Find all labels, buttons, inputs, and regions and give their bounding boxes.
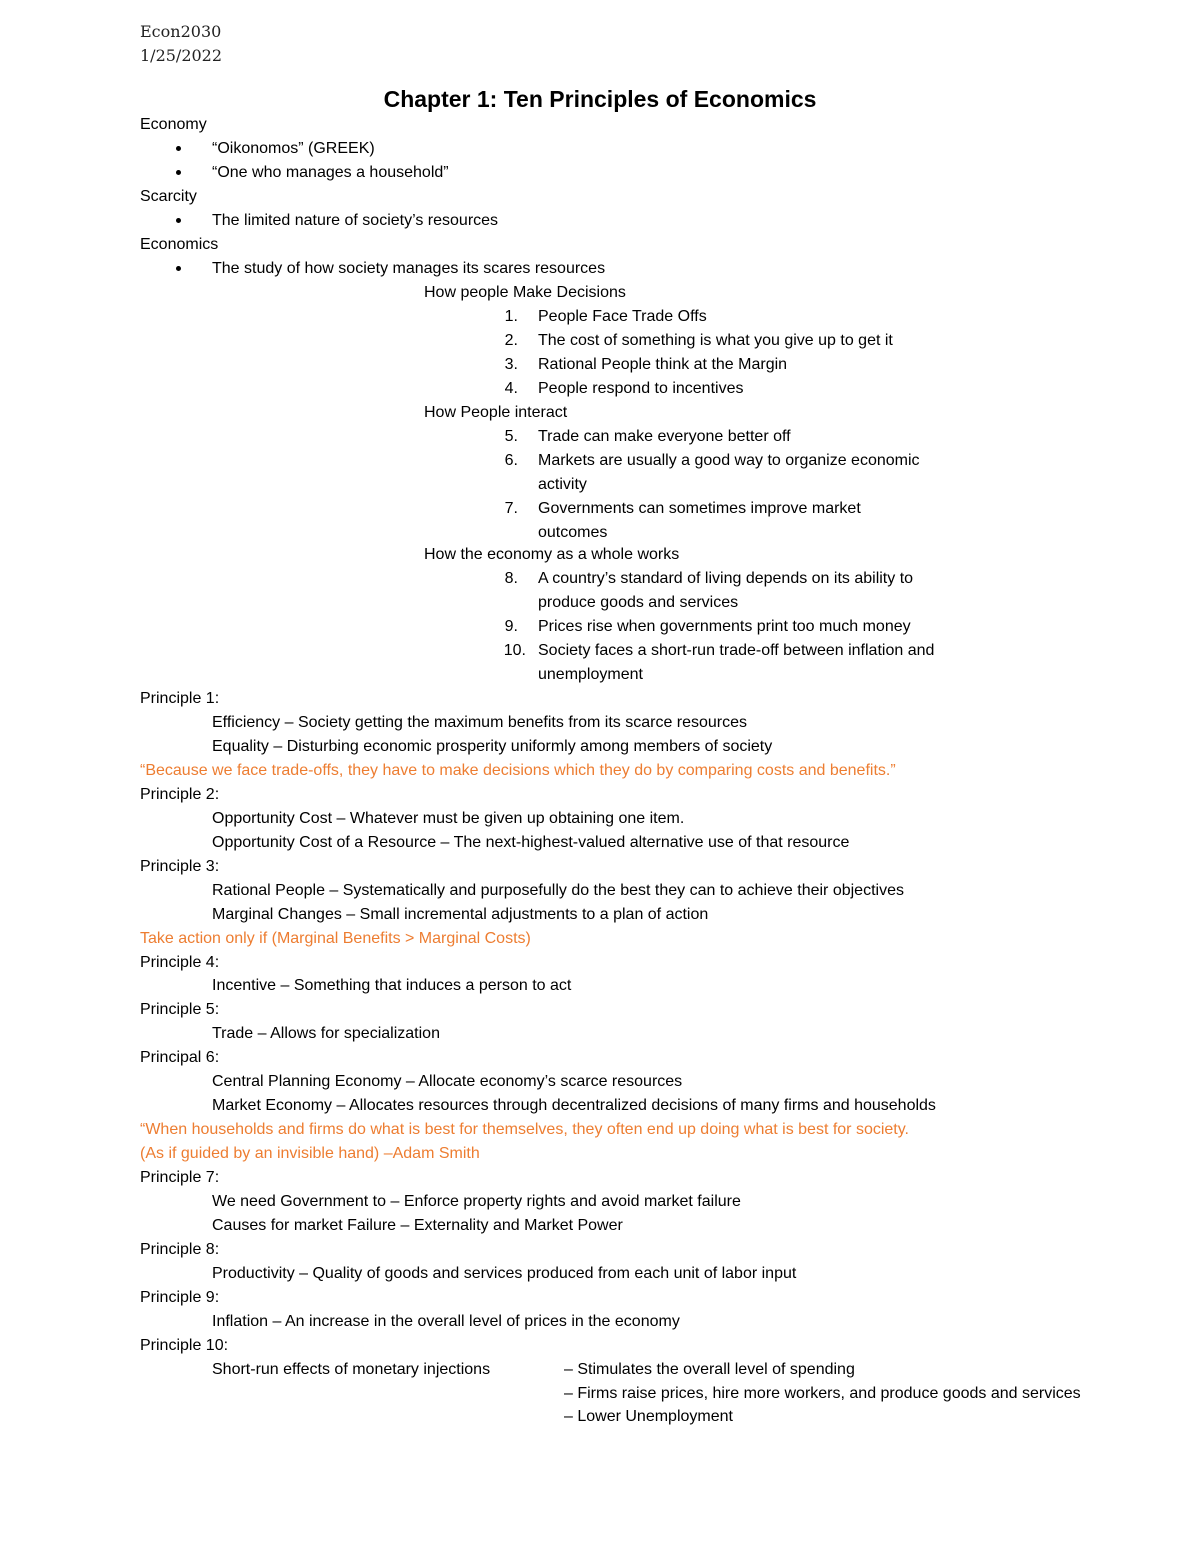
effect-item: – Firms raise prices, hire more workers, and produce goods and services bbox=[564, 1385, 1081, 1402]
highlight-quote: “Because we face trade-offs, they have to make decisions which they do by comparing costs and benefits.” bbox=[140, 762, 896, 779]
list-number: 9. bbox=[504, 618, 518, 635]
principle-note: Marginal Changes – Small incremental adjustments to a plan of action bbox=[212, 906, 709, 923]
principle-heading: Principle 10: bbox=[140, 1337, 229, 1354]
bullet-icon bbox=[176, 170, 181, 175]
principle-note: Opportunity Cost – Whatever must be given up obtaining one item. bbox=[212, 810, 685, 827]
principle-note: Incentive – Something that induces a person to act bbox=[212, 977, 572, 994]
highlight-quote: “When households and firms do what is best for themselves, they often end up doing what is best for society. bbox=[140, 1121, 909, 1138]
list-item: The cost of something is what you give up to get it bbox=[538, 332, 893, 349]
principle-heading: Principle 9: bbox=[140, 1289, 220, 1306]
principle-note: Market Economy – Allocates resources through decentralized decisions of many firms and households bbox=[212, 1097, 936, 1114]
list-number: 5. bbox=[504, 428, 518, 445]
term-economics: Economics bbox=[140, 236, 219, 253]
bullet-icon bbox=[176, 218, 181, 223]
list-item-continued: activity bbox=[538, 476, 587, 493]
principle-heading: Principle 5: bbox=[140, 1001, 220, 1018]
principle-note: Trade – Allows for specialization bbox=[212, 1025, 440, 1042]
term-economy: Economy bbox=[140, 116, 207, 133]
document-date: 1/25/2022 bbox=[140, 46, 223, 65]
principle-note: Short-run effects of monetary injections bbox=[212, 1361, 491, 1378]
list-item: Governments can sometimes improve market bbox=[538, 500, 861, 517]
list-item-continued: produce goods and services bbox=[538, 594, 739, 611]
definition-bullet: “Oikonomos” (GREEK) bbox=[212, 140, 375, 157]
list-number: 3. bbox=[504, 356, 518, 373]
bullet-icon bbox=[176, 146, 181, 151]
principle-note: Productivity – Quality of goods and services produced from each unit of labor input bbox=[212, 1265, 797, 1282]
principle-note: Rational People – Systematically and purposefully do the best they can to achieve their objectives bbox=[212, 882, 904, 899]
definition-bullet: The study of how society manages its scares resources bbox=[212, 260, 606, 277]
page-title: Chapter 1: Ten Principles of Economics bbox=[383, 86, 817, 112]
group-heading: How people Make Decisions bbox=[424, 284, 626, 301]
principle-heading: Principle 8: bbox=[140, 1241, 220, 1258]
list-number: 6. bbox=[504, 452, 518, 469]
principle-heading: Principle 2: bbox=[140, 786, 220, 803]
effect-item: – Stimulates the overall level of spending bbox=[564, 1361, 855, 1378]
principle-note: Opportunity Cost of a Resource – The next-highest-valued alternative use of that resource bbox=[212, 834, 850, 851]
term-scarcity: Scarcity bbox=[140, 188, 197, 205]
principle-note: Causes for market Failure – Externality and Market Power bbox=[212, 1217, 623, 1234]
group-heading: How People interact bbox=[424, 404, 568, 421]
list-number: 4. bbox=[504, 380, 518, 397]
effect-item: – Lower Unemployment bbox=[564, 1408, 733, 1425]
principle-note: Inflation – An increase in the overall level of prices in the economy bbox=[212, 1313, 680, 1330]
list-number: 1. bbox=[504, 308, 518, 325]
course-code: Econ2030 bbox=[140, 22, 222, 41]
definition-bullet: The limited nature of society’s resources bbox=[212, 212, 499, 229]
list-item: People Face Trade Offs bbox=[538, 308, 707, 325]
list-item: Prices rise when governments print too much money bbox=[538, 618, 911, 635]
principle-heading: Principle 7: bbox=[140, 1169, 220, 1186]
list-item: Markets are usually a good way to organize economic bbox=[538, 452, 920, 469]
highlight-rule: Take action only if (Marginal Benefits > Marginal Costs) bbox=[140, 930, 531, 947]
principle-heading: Principle 3: bbox=[140, 858, 220, 875]
principle-note: We need Government to – Enforce property rights and avoid market failure bbox=[212, 1193, 741, 1210]
list-item: People respond to incentives bbox=[538, 380, 744, 397]
list-number: 7. bbox=[504, 500, 518, 517]
principle-note: Equality – Disturbing economic prosperity uniformly among members of society bbox=[212, 738, 773, 755]
principle-note: Efficiency – Society getting the maximum benefits from its scarce resources bbox=[212, 714, 748, 731]
list-item: A country’s standard of living depends on its ability to bbox=[538, 570, 914, 587]
principle-note: Central Planning Economy – Allocate economy’s scarce resources bbox=[212, 1073, 683, 1090]
list-number: 8. bbox=[504, 570, 518, 587]
list-item: Trade can make everyone better off bbox=[538, 428, 791, 445]
list-item: Society faces a short-run trade-off between inflation and bbox=[538, 642, 935, 659]
principle-heading: Principal 6: bbox=[140, 1049, 220, 1066]
group-heading: How the economy as a whole works bbox=[424, 546, 680, 563]
list-item-continued: unemployment bbox=[538, 666, 643, 683]
definition-bullet: “One who manages a household” bbox=[212, 164, 449, 181]
list-item-continued: outcomes bbox=[538, 524, 608, 541]
list-number: 10. bbox=[503, 642, 526, 659]
list-number: 2. bbox=[504, 332, 518, 349]
list-item: Rational People think at the Margin bbox=[538, 356, 788, 373]
principle-heading: Principle 1: bbox=[140, 690, 220, 707]
principle-heading: Principle 4: bbox=[140, 954, 220, 971]
bullet-icon bbox=[176, 266, 181, 271]
highlight-quote: (As if guided by an invisible hand) –Adam Smith bbox=[140, 1145, 480, 1162]
